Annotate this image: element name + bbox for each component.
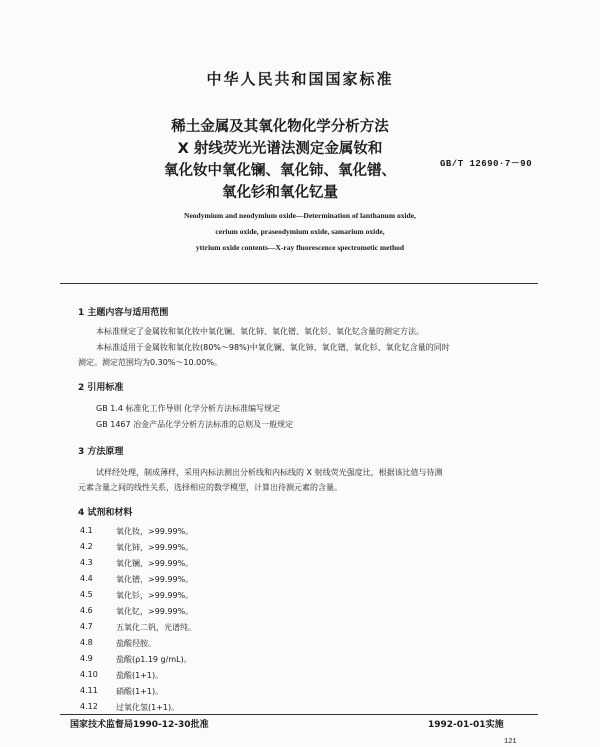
scope-paragraph-2b: 测定。测定范围均为0.30%～10.00%。 [78,358,222,367]
standard-code: GB/T 12690·7－90 [440,159,533,169]
english-title-line-2: cerium oxide, praseodymium oxide, samarium oxide, [215,227,385,236]
scope-paragraph-2a: 本标准适用于金属钕和氧化钕(80%～98%)中氧化镧、氧化铈、氧化镨、氧化钐、氧化钇含量的同时 [96,343,450,352]
reagent-number: 4.4 [80,574,93,583]
header-divider [60,283,538,284]
reagent-text: 盐酸(1+1)。 [116,671,164,680]
reagent-text: 盐酸羟胺。 [116,639,156,648]
scope-paragraph-1: 本标准规定了金属钕和氧化钕中氧化镧、氧化铈、氧化镨、氧化钐、氧化钇含量的测定方法。 [96,327,424,336]
reagent-number: 4.9 [80,654,93,663]
reagent-number: 4.8 [80,638,93,647]
reagent-text: 氧化钇，>99.99%。 [116,607,194,616]
reagent-number: 4.3 [80,558,93,567]
section-references-heading: 2 引用标准 [78,383,124,393]
reagent-number: 4.1 [80,526,93,535]
english-title-line-3: yttrium oxide contents—X-ray fluorescence spectrometic method [195,243,405,252]
approval-date: 国家技术监督局1990-12-30批准 [70,720,209,730]
reagent-text: 氧化钐，>99.99%。 [116,591,194,600]
section-principle-heading: 3 方法原理 [78,447,124,457]
page-number: 121 [504,738,517,746]
title-line-4: 氧化钐和氧化钇量 [222,185,338,201]
title-line-2: X 射线荧光光谱法测定金属钕和 [177,141,383,157]
reagent-text: 盐酸(ρ1.19 g/mL)。 [116,655,192,664]
reference-item: GB 1.4 标准化工作导则 化学分析方法标准编写规定 [96,404,281,413]
reagent-text: 氧化镨，>99.99%。 [116,575,194,584]
reagent-text: 过氧化氢(1+1)。 [116,703,180,712]
reference-item: GB 1467 冶金产品化学分析方法标准的总则及一般规定 [96,420,294,429]
english-title-line-1: Neodymium and neodymium oxide—Determination of lanthanum oxide, [184,211,416,220]
reagent-number: 4.5 [80,590,93,599]
national-standard-heading: 中华人民共和国国家标准 [206,70,394,88]
reagent-text: 五氧化二钒，光谱纯。 [116,623,196,632]
reagent-number: 4.7 [80,622,93,631]
reagent-text: 氧化钕，>99.99%。 [116,527,194,536]
reagent-text: 氧化镧，>99.99%。 [116,559,194,568]
section-scope-heading: 1 主题内容与适用范围 [78,308,169,318]
reagent-number: 4.11 [80,686,98,695]
reagent-number: 4.2 [80,542,93,551]
section-reagents-heading: 4 试剂和材料 [78,508,133,518]
reagent-text: 氧化铈，>99.99%。 [116,543,194,552]
footer-divider [60,714,538,715]
reagent-number: 4.12 [80,702,98,711]
reagent-number: 4.10 [80,670,98,679]
title-line-3: 氧化钕中氧化镧、氧化铈、氧化镨、 [164,163,396,179]
reagent-number: 4.6 [80,606,93,615]
reagent-text: 硝酸(1+1)。 [116,687,164,696]
title-line-1: 稀土金属及其氧化物化学分析方法 [171,119,389,135]
principle-paragraph-a: 试样经处理，制成薄样，采用内标法测出分析线和内标线的 X 射线荧光强度比，根据该比值与待测 [96,468,443,477]
implementation-date: 1992-01-01实施 [428,720,504,730]
principle-paragraph-b: 元素含量之间的线性关系，选择相应的数学模型，计算出待测元素的含量。 [78,483,342,492]
